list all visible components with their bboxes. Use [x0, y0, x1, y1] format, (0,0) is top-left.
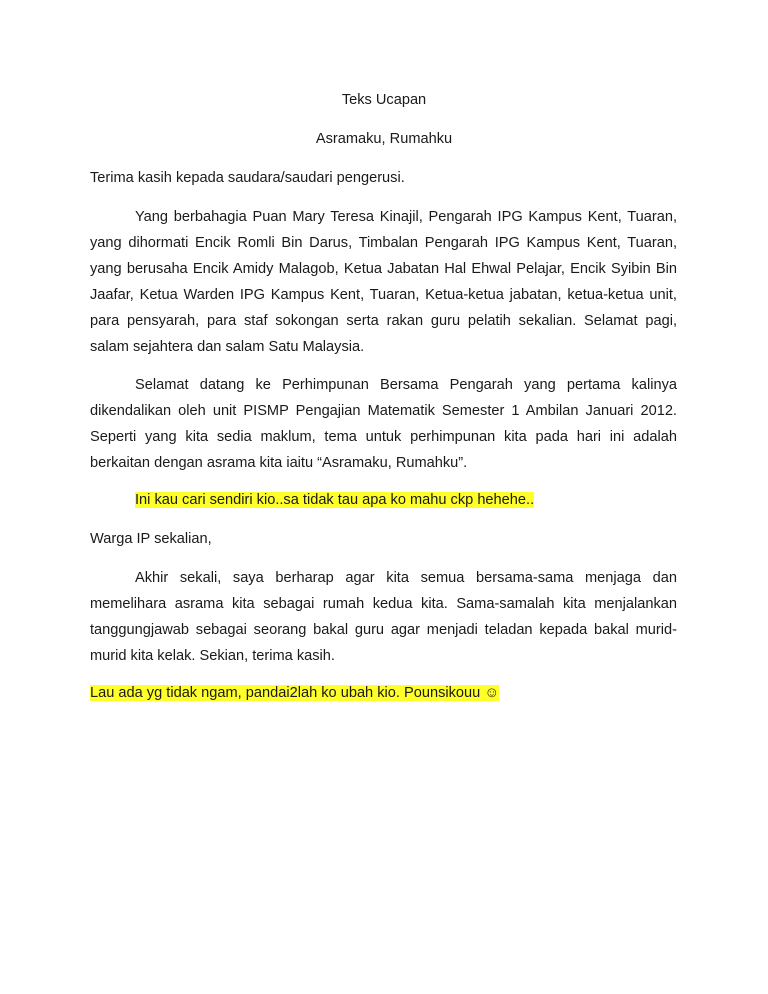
greeting-line: Terima kasih kepada saudara/saudari pengerusi.: [90, 170, 405, 186]
highlighted-note-2-text: Lau ada yg tidak ngam, pandai2lah ko ubah kio. Pounsikouu ☺: [90, 685, 500, 701]
paragraph-acknowledgements: Yang berbahagia Puan Mary Teresa Kinajil, Pengarah IPG Kampus Kent, Tuaran, yang dihormati Encik Romli Bin Darus, Timbalan Pengarah IPG Kampus Kent, Tuaran, yang berusaha Encik Amidy Malagob, Ketua Jabatan Hal Ehwal Pelajar, Encik Syibin Bin Jaafar, Ketua Warden IPG Kampus Kent, Tuaran, Ketua-ketua jabatan, ketua-ketua unit, para pensyarah, para staf sokongan serta rakan guru pelatih sekalian. Selamat pagi, salam sejahtera dan salam Satu Malaysia.: [90, 209, 677, 355]
highlighted-note-2: [90, 683, 499, 703]
address-line: Warga IP sekalian,: [90, 531, 212, 547]
paragraph-closing: Akhir sekali, saya berharap agar kita semua bersama-sama menjaga dan memelihara asrama kita sebagai rumah kedua kita. Sama-samalah kita menjalankan tanggungjawab sebagai seorang bakal guru agar menjadi teladan kepada bakal murid-murid kita kelak. Sekian, terima kasih.: [90, 570, 677, 664]
document-title: Teks Ucapan: [341, 92, 427, 108]
highlighted-note-1: [135, 490, 534, 510]
paragraph-welcome: Selamat datang ke Perhimpunan Bersama Pengarah yang pertama kalinya dikendalikan oleh unit PISMP Pengajian Matematik Semester 1 Ambilan Januari 2012. Seperti yang kita sedia maklum, tema untuk perhimpunan kita pada hari ini adalah berkaitan dengan asrama kita iaitu “Asramaku, Rumahku”.: [90, 377, 677, 471]
highlighted-note-1-text: Ini kau cari sendiri kio..sa tidak tau apa ko mahu ckp hehehe..: [135, 492, 535, 508]
document-subtitle: Asramaku, Rumahku: [315, 131, 453, 147]
